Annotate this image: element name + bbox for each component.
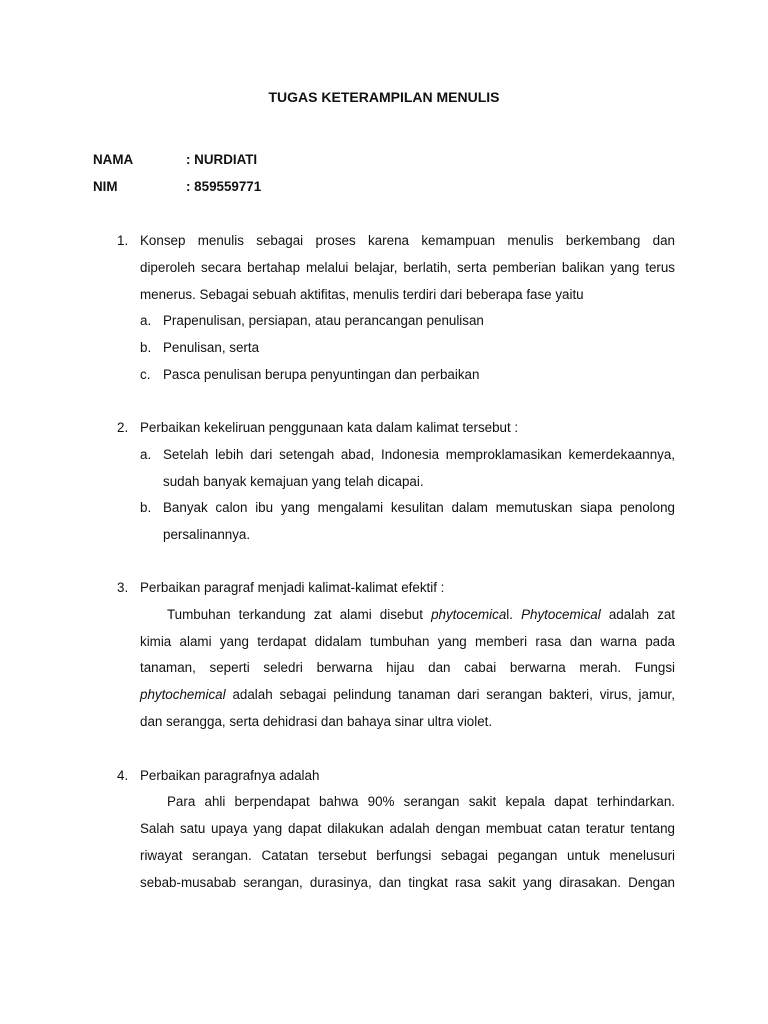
q4-paragraph-line: riwayat serangan. Catatan tersebut berfungsi sebagai pegangan untuk menelusuri	[140, 848, 675, 863]
q3-paragraph-line: kimia alami yang terdapat didalam tumbuhan yang memberi rasa dan warna pada	[140, 634, 675, 649]
q1-item-text: Pasca penulisan berupa penyuntingan dan perbaikan	[163, 367, 480, 382]
q1-line: menerus. Sebagai sebuah aktifitas, menulis terdiri dari beberapa fase yaitu	[140, 287, 584, 302]
q2-item-label: a.	[140, 447, 152, 462]
nim-label: NIM	[93, 179, 118, 194]
q3-text: Tumbuhan terkandung zat alami disebut	[167, 607, 432, 622]
q1-item-label: b.	[140, 340, 152, 355]
q2-item-text: Banyak calon ibu yang mengalami kesulitan dalam memutuskan siapa penolong	[163, 500, 675, 515]
document-title: TUGAS KETERAMPILAN MENULIS	[268, 89, 500, 105]
q2-item-text: sudah banyak kemajuan yang telah dicapai.	[163, 474, 424, 489]
q3-paragraph-line: dan serangga, serta dehidrasi dan bahaya sinar ultra violet.	[140, 714, 493, 729]
name-row	[93, 152, 257, 167]
q4-paragraph-line: Para ahli berpendapat bahwa 90% serangan sakit kepala dapat terhindarkan.	[167, 794, 675, 809]
q4-number: 4.	[117, 768, 129, 783]
q1-line: diperoleh secara bertahap melalui belajar, berlatih, serta pemberian balikan yang terus	[140, 260, 675, 275]
name-label: NAMA	[93, 152, 134, 167]
q3-term: phytocemica	[431, 607, 507, 622]
q1-item-text: Prapenulisan, persiapan, atau perancangan penulisan	[163, 313, 484, 328]
q3-paragraph-line	[167, 607, 675, 622]
q3-paragraph-line	[140, 687, 675, 702]
q3-text: adalah zat	[600, 607, 676, 622]
q1-number: 1.	[117, 233, 129, 248]
q3-term: Phytocemical	[521, 607, 601, 622]
q3-text: adalah sebagai pelindung tanaman dari serangan bakteri, virus, jamur,	[225, 687, 675, 702]
nim-row	[93, 179, 261, 194]
q3-number: 3.	[117, 580, 129, 595]
q2-item-text: Setelah lebih dari setengah abad, Indonesia memproklamasikan kemerdekaannya,	[163, 447, 675, 462]
q1-item-label: c.	[140, 367, 151, 382]
q1-item-label: a.	[140, 313, 152, 328]
q4-paragraph-line: Salah satu upaya yang dapat dilakukan adalah dengan membuat catan teratur tentang	[140, 821, 675, 836]
q2-item-label: b.	[140, 500, 152, 515]
q1-line: Konsep menulis sebagai proses karena kemampuan menulis berkembang dan	[140, 233, 675, 248]
nim-value: : 859559771	[186, 179, 262, 194]
q4-intro: Perbaikan paragrafnya adalah	[140, 768, 320, 783]
q2-item-text: persalinannya.	[163, 527, 251, 542]
q3-paragraph-line: tanaman, seperti seledri berwarna hijau dan cabai berwarna merah. Fungsi	[140, 660, 675, 675]
q1-item-text: Penulisan, serta	[163, 340, 260, 355]
q3-text: l.	[506, 607, 522, 622]
q2-intro: Perbaikan kekeliruan penggunaan kata dalam kalimat tersebut :	[140, 420, 519, 435]
name-value: : NURDIATI	[186, 152, 258, 167]
q2-number: 2.	[117, 420, 129, 435]
q3-term: phytochemical	[140, 687, 226, 702]
q3-intro: Perbaikan paragraf menjadi kalimat-kalimat efektif :	[140, 580, 445, 595]
q4-paragraph-line: sebab-musabab serangan, durasinya, dan tingkat rasa sakit yang dirasakan. Dengan	[140, 875, 675, 890]
